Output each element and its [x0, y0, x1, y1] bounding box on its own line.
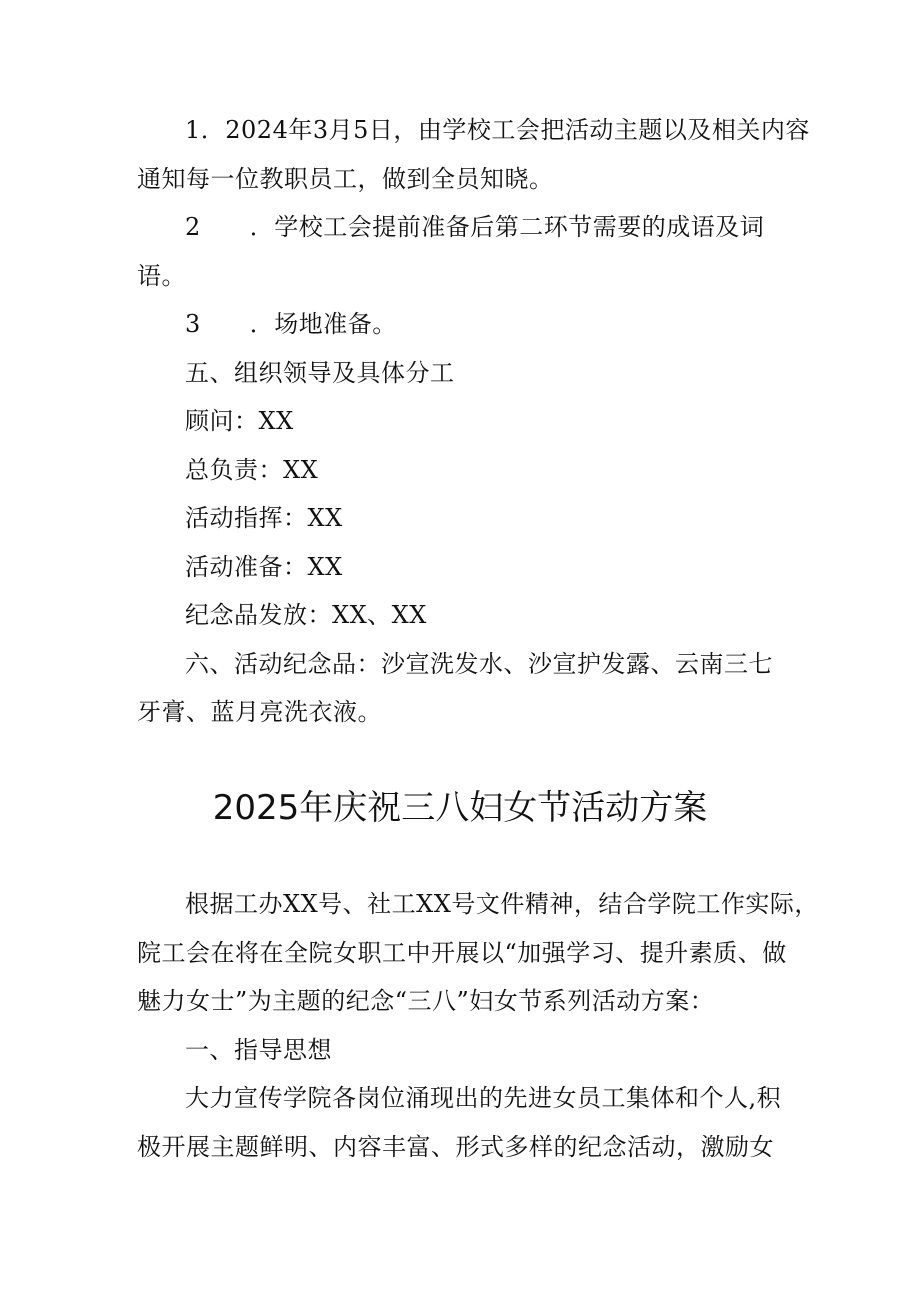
section-heading-6-line1: 六、活动纪念品：沙宣洗发水、沙宣护发露、云南三七	[185, 650, 773, 678]
intro-line1: 根据工办XX号、社工XX号文件精神，结合学院工作实际，	[185, 890, 819, 918]
activity-preparation-line: 活动准备：XX	[185, 553, 343, 581]
para1-line2: 极开展主题鲜明、内容丰富、形式多样的纪念活动，激励女	[137, 1133, 774, 1161]
advisor-line: 顾问：XX	[185, 407, 294, 435]
activity-commander-line: 活动指挥：XX	[185, 504, 343, 532]
souvenir-distribution-line: 纪念品发放：XX、XX	[185, 601, 427, 629]
section-heading-5: 五、组织领导及具体分工	[185, 359, 455, 387]
item2-line1: 2 ．学校工会提前准备后第二环节需要的成语及词	[185, 213, 765, 241]
general-lead-line: 总负责：XX	[185, 456, 319, 484]
intro-line3: 魅力女士”为主题的纪念“三八”妇女节系列活动方案：	[137, 987, 715, 1015]
item1-line2: 通知每一位教职员工，做到全员知晓。	[137, 165, 554, 193]
intro-line2: 院工会在将在全院女职工中开展以“加强学习、提升素质、做	[137, 939, 787, 967]
item1-line1: 1．2024年3月5日，由学校工会把活动主题以及相关内容	[185, 116, 810, 144]
item2-line2: 语。	[137, 262, 186, 290]
document-title: 2025年庆祝三八妇女节活动方案	[212, 788, 708, 828]
item3-line1: 3 ．场地准备。	[185, 310, 397, 338]
para1-line1: 大力宣传学院各岗位涌现出的先进女员工集体和个人,积	[185, 1084, 782, 1112]
section-heading-1: 一、指导思想	[185, 1036, 332, 1064]
section-heading-6-line2: 牙膏、蓝月亮洗衣液。	[137, 698, 382, 726]
